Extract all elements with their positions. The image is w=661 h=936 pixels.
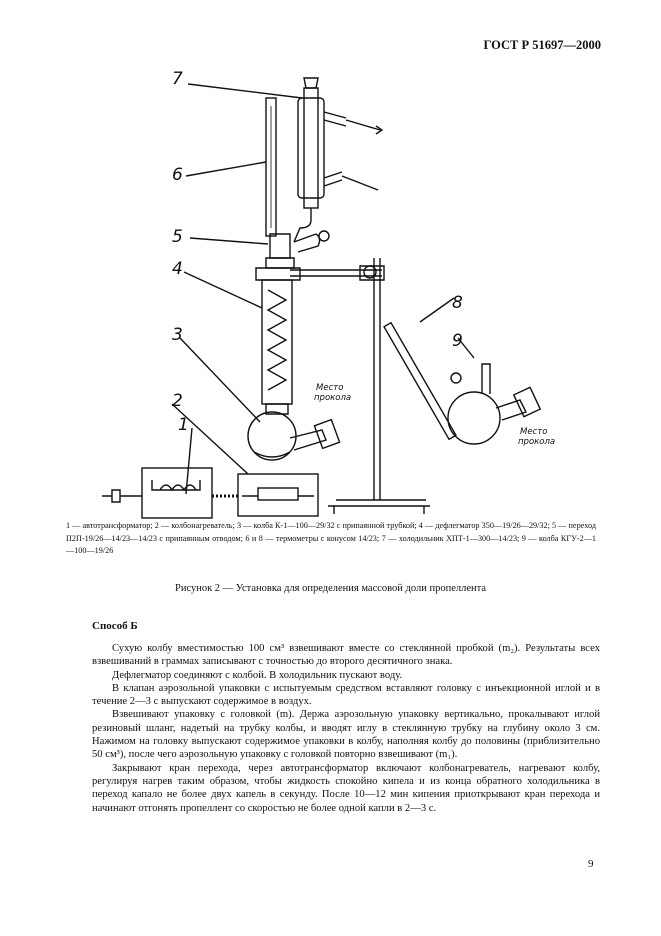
- label-4: 4: [172, 259, 183, 279]
- page-number: 9: [588, 858, 594, 870]
- label-1: 1: [178, 415, 189, 435]
- body-text: [92, 642, 600, 815]
- puncture-note-1-line1: Место: [316, 383, 344, 393]
- adapter-drawing: [266, 258, 294, 268]
- thermometer-8-drawing: [384, 323, 456, 440]
- stand-drawing: [328, 500, 430, 514]
- label-7: 7: [172, 69, 183, 89]
- flask-9-drawing: [448, 392, 500, 444]
- paragraph: В клапан аэрозольной упаковки с испытуемым средством вставляют головку с инъекционной иглой и в течение 2—3 с выпускают содержимое в воздух.: [92, 682, 600, 708]
- power-plug-drawing: [102, 490, 142, 502]
- label-5: 5: [172, 227, 183, 247]
- autotransformer-drawing: [142, 468, 212, 518]
- paragraph: Сухую колбу вместимостью 100 см³ взвешивают вместе со стеклянной пробкой (m₂). Результаты всех взвешиваний в граммах записывают с точностью до второго десятичного знака.: [92, 643, 600, 668]
- label-2: 2: [172, 391, 183, 411]
- puncture-note-2-line2: прокола: [518, 437, 556, 447]
- apparatus-figure: [90, 58, 570, 528]
- paragraph: Взвешивают упаковку с головкой (m). Держа аэрозольную упаковку вертикально, прокалывают иглой резиновый шланг, надетый на трубку колбы, и вводят иглу в стеклянную трубку на глубину около 3 см. Нажимом на головку выпускают содержимое упаковки в колбу, наполняя колбу до половины (приблизительно 50 см³), после чего аэрозольную упаковку с головкой повторно взвешивают (m₁).: [92, 709, 600, 761]
- label-3: 3: [172, 325, 183, 345]
- apparatus-drawing: [90, 58, 570, 528]
- heater-drawing: [238, 474, 318, 516]
- puncture-note-1-line2: прокола: [314, 393, 352, 403]
- figure-caption: Рисунок 2 — Установка для определения массовой доли пропеллента: [174, 583, 487, 594]
- section-title: Способ Б: [92, 620, 138, 632]
- paragraph: Дефлегматор соединяют с колбой. В холодильник пускают воду.: [112, 669, 403, 681]
- condenser-drawing: [304, 88, 318, 208]
- page-header: ГОСТ Р 51697—2000: [483, 38, 601, 52]
- paragraph: Закрывают кран перехода, через автотрансформатор включают колбонагреватель, нагревают колбу, регулируя нагрев таким образом, чтобы жидкость спокойно кипела и из конца обратного холодильника в переход капало не более двух капель в секунду. После 10—12 мин кипения приоткрывают кран перехода и начинают отгонять пропеллент со скоростью не более одной капли в 2—3 с.: [92, 762, 600, 814]
- puncture-note-2-line1: Место: [520, 427, 548, 437]
- label-6: 6: [172, 165, 183, 185]
- figure-legend: 1 — автотрансформатор; 2 — колбонагреватель; 3 — колба К-1—100—29/32 с припаянной трубкой; 4 — дефлегматор 350—19/26—29/32; 5 — переход П2П-19/26—14/23—14/23 с припаянным отводом; 6 и 8 — термометры с конусом 14/23; 7 — холодильник ХПТ-1—300—14/23; 9 — колба КГУ-2—1—100—19/26: [66, 521, 596, 556]
- label-8: 8: [452, 293, 463, 313]
- label-9: 9: [452, 331, 463, 351]
